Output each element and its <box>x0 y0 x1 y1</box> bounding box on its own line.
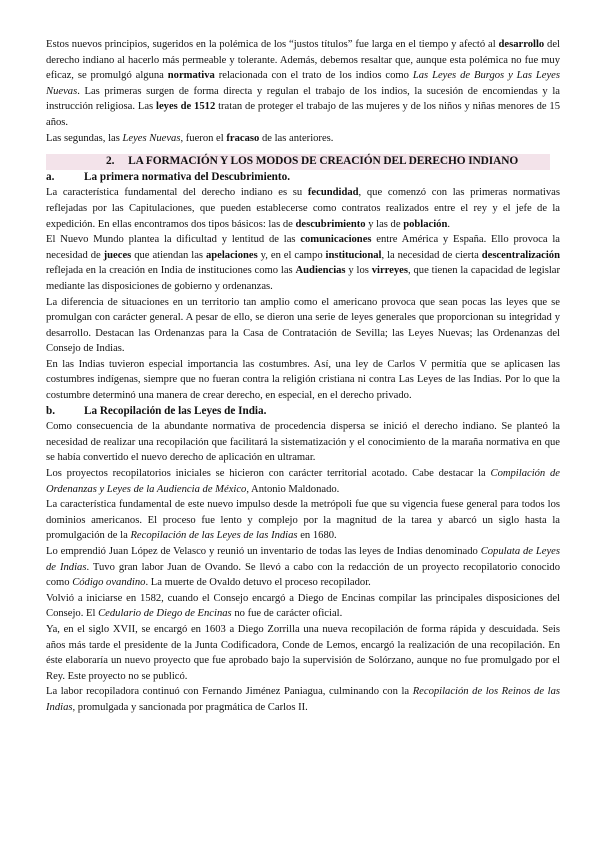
bold-term: virreyes <box>371 265 409 277</box>
text-run: de las anteriores. <box>259 132 334 144</box>
text-run: Como consecuencia de la abundante normativa de procedencia dispersa se inició el derecho indiano. Se planteó la necesidad de realizar una recopilación que facilitará la sistematización y el conocimiento de la maraña normativa en que se había convertido el nuevo derecho de aplicación en ultramar. <box>46 421 560 464</box>
text-run: El Nuevo Mundo plantea la dificultad y lentitud de las <box>46 234 301 246</box>
text-run: y las de <box>365 218 404 230</box>
subsection-b-title: La Recopilación de las Leyes de India. <box>84 404 267 417</box>
bold-term: leyes de 1512 <box>156 101 216 113</box>
bold-term: descubrimiento <box>295 218 366 230</box>
text-run: , la necesidad de cierta <box>381 249 482 261</box>
subsection-b-letter: b. <box>46 404 56 417</box>
italic-title: Leyes Nuevas <box>122 132 181 144</box>
text-run: . Tuvo gran labor Juan de Ovando. Se llevó a cabo con la redacción de un proyecto recopilatorio conocido como <box>46 561 560 589</box>
italic-title: Compilación de Ordenanzas y Leyes de la Audiencia de México <box>46 468 560 495</box>
bold-term: fecundidad <box>307 187 359 199</box>
section-number: 2. <box>106 155 115 168</box>
paragraph-b2 <box>46 466 560 497</box>
text-run: , que tienen la capacidad de legislar mediante las disposiciones de gobierno y ordenanzas. <box>46 265 561 292</box>
paragraph-p2 <box>46 131 560 147</box>
text-run: . Las primeras surgen de forma directa y regulan el trabajo de los indios, la sucesión de encomiendas y la instrucción religiosa. Las <box>46 85 560 113</box>
text-run: La característica fundamental de este nuevo impulso desde la metrópoli fue que su vigencia fuese general para todos los dominios americanos. El proceso fue lento y complejo por la magnitud de la tarea y abarcó un siglo hasta la promulgación de la <box>46 499 560 542</box>
subsection-a-heading <box>46 170 560 186</box>
paragraph-b5 <box>46 591 560 622</box>
subsection-a-title: La primera normativa del Descubrimiento. <box>84 170 291 183</box>
text-run: y los <box>345 265 372 277</box>
text-run: reflejada en la creación en India de instituciones como las <box>46 265 296 277</box>
italic-title: Copulata de Leyes de Indias <box>46 546 560 573</box>
italic-title: Las Leyes de Burgos y Las Leyes Nuevas <box>46 70 560 97</box>
paragraph-a2 <box>46 232 560 294</box>
paragraph-a3 <box>46 295 560 357</box>
paragraph-b4 <box>46 544 560 591</box>
italic-title: Recopilación de los Reinos de las Indias <box>46 686 560 713</box>
text-run: en 1680. <box>297 530 337 542</box>
bold-term: institucional <box>325 249 382 261</box>
text-run: del derecho indiano al hacerlo más permeable y tolerante. Además, debemos resaltar que, aunque esta polémica no fue muy eficaz, se promulgó alguna <box>46 39 560 82</box>
bold-term: descentralización <box>481 249 560 261</box>
text-run: relacionada con el trato de los indios como <box>214 70 413 82</box>
bold-term: normativa <box>167 70 215 82</box>
text-run: , Antonio Maldonado. <box>246 483 340 495</box>
text-run: . La muerte de Ovaldo detuvo el proceso recopilador. <box>145 577 371 589</box>
italic-title: Cedulario de Diego de Encinas <box>98 608 232 620</box>
text-run: Las segundas, las <box>46 132 123 144</box>
bold-term: comunicaciones <box>300 234 372 246</box>
text-run: , que comenzó con las primeras normativas reflejadas por las Capitulaciones, que pueden establecerse como contratos realizados entre el rey y el jefe de la expedición. En ellas encontramos dos tipos básicos: las de <box>46 187 560 230</box>
paragraph-b3 <box>46 497 560 544</box>
bold-term: desarrollo <box>498 39 545 50</box>
text-run: , promulgada y sancionada por pragmática de Carlos II. <box>72 701 308 713</box>
section-heading <box>46 154 550 170</box>
italic-title: Recopilación de las Leyes de las Indias <box>130 530 298 542</box>
text-run: Los proyectos recopilatorios iniciales se hicieron con carácter territorial acotado. Cabe destacar la <box>46 468 491 480</box>
text-run: . <box>447 218 451 230</box>
paragraph-p1 <box>46 37 560 131</box>
text-run: no fue de carácter oficial. <box>231 608 343 620</box>
section-title: LA FORMACIÓN Y LOS MODOS DE CREACIÓN DEL DERECHO INDIANO <box>128 155 519 168</box>
subsection-a-paragraphs <box>46 185 560 403</box>
text-run: Ya, en el siglo XVII, se encargó en 1603 a Diego Zorrilla una nueva recopilación de forma rápida y descuidada. Seis años más tarde el presidente de la Junta Codificadora, Conde de Lemos, encargó la realización de una recopilación. En éste elaboraría un nuevo proyecto que fue aprobado bajo la supervisión de Solórzano, aunque no fue promulgado por el Rey. Este proyecto no se publicó. <box>46 623 560 682</box>
text-run: , fueron el <box>180 132 227 144</box>
paragraph-a1 <box>46 185 560 232</box>
text-run: Lo emprendió Juan López de Velasco y reunió un inventario de todas las leyes de Indias denominado <box>46 546 481 557</box>
text-run: La característica fundamental del derecho indiano es su <box>46 187 308 199</box>
italic-title: Código ovandino <box>72 577 146 589</box>
paragraph-a4 <box>46 357 560 404</box>
subsection-b-heading <box>46 404 560 420</box>
bold-term: jueces <box>103 249 132 261</box>
text-run: La diferencia de situaciones en un territorio tan amplio como el americano provoca que sean pocas las leyes que se promulgan con carácter general. A pesar de ello, se dieron una serie de leyes generales que proporcionan su integridad y desarrollo. Destacan las Ordenanzas para la Casa de Contratación de Sevilla; las Leyes Nuevas; las Ordenanzas del Consejo de Indias. <box>46 296 560 355</box>
paragraph-b7 <box>46 684 560 715</box>
text-run: que atiendan las <box>131 249 206 261</box>
intro-paragraphs <box>46 37 560 146</box>
text-run: tratan de proteger el trabajo de las mujeres y de los niños y niñas menores de 15 años. <box>46 101 560 128</box>
subsection-a-letter: a. <box>46 170 55 183</box>
text-run: En las Indias tuvieron especial importancia las costumbres. Así, una ley de Carlos V permitía que se aplicasen las costumbres indígenas, siempre que no fueran contra la religión cristiana ni contra Las Leyes de las Indias. Por lo que la costumbre determinó una manera de crear derecho, en especial, en el derecho privado. <box>46 358 560 402</box>
bold-term: apelaciones <box>205 249 258 261</box>
paragraph-b1 <box>46 419 560 466</box>
bold-term: población <box>403 218 448 230</box>
subsection-b-paragraphs <box>46 419 560 715</box>
text-run: Volvió a iniciarse en 1582, cuando el Consejo encargó a Diego de Encinas compilar las principales disposiciones del Consejo. El <box>46 592 560 620</box>
text-run: La labor recopiladora continuó con Fernando Jiménez Paniagua, culminando con la <box>46 686 413 698</box>
paragraph-b6 <box>46 622 560 684</box>
bold-term: fracaso <box>226 132 260 144</box>
text-run: y, en el campo <box>257 249 326 261</box>
text-run: entre América y España. Ello provoca la necesidad de <box>46 234 560 261</box>
bold-term: Audiencias <box>295 265 346 277</box>
text-run: Estos nuevos principios, sugeridos en la polémica de los “justos títulos” fue larga en el tiempo y afectó al <box>46 39 499 50</box>
